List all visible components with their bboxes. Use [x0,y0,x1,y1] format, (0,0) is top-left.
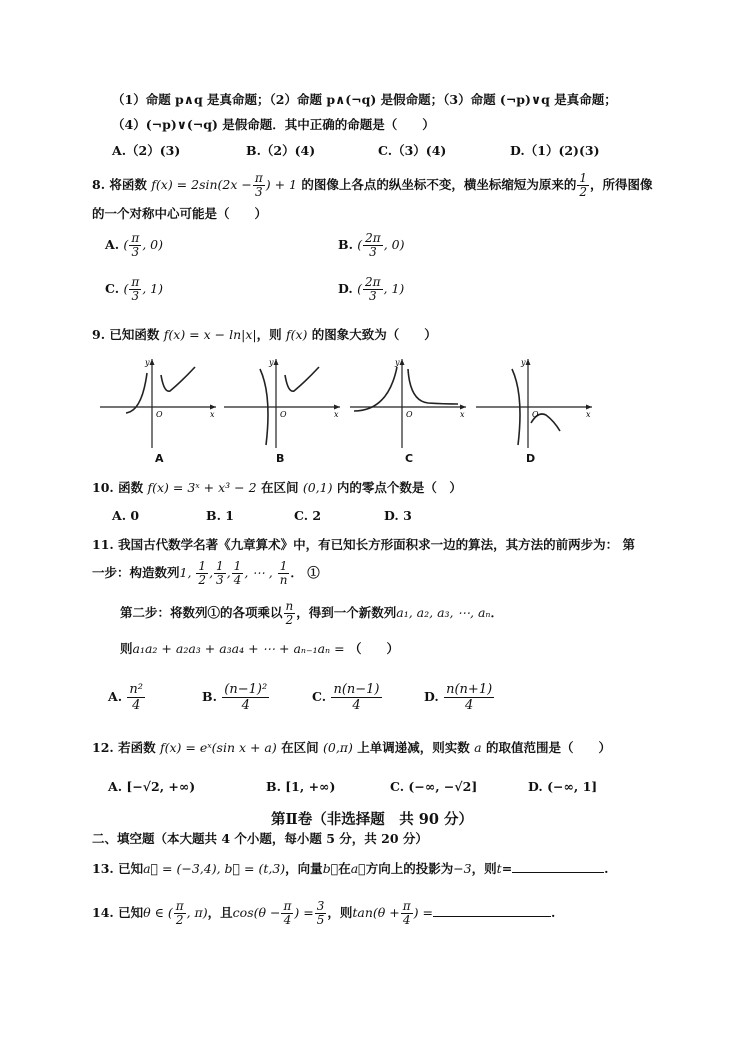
graph-a [98,355,220,450]
graph-c-label: C [405,452,414,465]
q8-tail: ，所得图像 [590,177,653,192]
q14-line: 14. 已知θ ∈ ( $\frac{\pi}{2}$ , π)，且cos(θ − $\frac{\pi}{4}$ ) = $\frac{3}{5}$ ，则tan(θ + $\frac{\pi}{4}$ ) = . [92,899,556,927]
q8-func: f(x) = 2sin(2x − [151,177,252,192]
graph-d-label: D [526,452,536,465]
q10-line: 10. 函数 f(x) = 3ˣ + x³ − 2 在区间 (0,1) 内的零点个数是（ ） [92,480,462,495]
q14-answer-blank[interactable] [433,904,551,917]
section-2-title: 第Ⅱ卷（非选择题 共 90 分） [271,811,473,828]
q8-func-tail: ) + 1 [265,177,297,192]
q13-answer-blank[interactable] [512,860,604,873]
q8-option-b: B. ( $\frac{2\pi}{3}$ , 0) [338,231,405,259]
graph-a-origin: O [156,410,163,419]
q11-option-c: C. $\frac{n(n-1)}{4}$ [312,682,380,713]
q11-option-a: A. $\frac{\text{n²}}{4}$ [108,682,144,713]
q11-line2: 一步：构造数列1, $\frac{1}{2}$ , $\frac{1}{3}$ , $\frac{1}{4}$ , ⋯ , $\frac{1}{n}$ ． ① [92,559,320,587]
section-2-subtitle: 二、填空题（本大题共 4 个小题，每小题 5 分，共 20 分） [92,831,428,846]
graph-d [474,355,596,450]
q8-prefix: 8. 将函数 [92,177,147,192]
q12-option-d: D. (−∞, 1] [528,779,598,794]
q11-option-d: D. $\frac{n(n+1)}{4}$ [424,682,493,713]
q8-line1 [92,172,653,199]
graph-c-left-branch [354,367,397,411]
svg-text:O: O [406,410,413,419]
graph-b [222,355,344,450]
svg-text:x: x [460,410,465,419]
q11-line1: 11. 我国古代数学名著《九章算术》中，有已知长方形面积求一边的算法，其方法的前两步为： 第 [92,537,635,552]
svg-text:y: y [145,358,150,367]
q11-step2: 第二步：将数列①的各项乘以 $\frac{n}{2}$ ，得到一个新数列a₁, a₂, a₃, ⋯, aₙ． [120,599,503,627]
svg-text:y: y [395,358,400,367]
q8-option-a: A. ( $\frac{\pi}{3}$ , 0) [105,231,163,259]
graph-b-label: B [276,452,285,465]
svg-text:y: y [521,358,526,367]
q8-option-c: C. ( $\frac{\pi}{3}$ , 1) [105,275,164,303]
q7-option-d: D.（1）(2)(3) [510,143,600,158]
q12-option-a: A. [−√2, +∞) [108,779,196,794]
graph-a-right-branch [161,367,195,391]
q13-line: 13. 已知a⃗ = (−3,4), b⃗ = (t,3)，向量b⃗在a⃗方向上的投影为−3，则t= . [92,861,609,876]
graph-c [348,355,470,450]
q7-option-b: B.（2）(4) [246,143,316,158]
q12-option-b: B. [1, +∞) [266,779,336,794]
q8-option-d: D. ( $\frac{2\pi}{3}$ , 1) [338,275,405,303]
q7-option-c: C.（3）(4) [378,143,447,158]
q10-option-c: C. 2 [294,508,322,523]
q8-func-frac: $\frac{\pi}{3}$ [254,171,263,199]
q7-line1: （1）命题 p∧q 是真命题；（2）命题 p∧(¬q) 是假命题；（3）命题 (¬p)∨q 是真命题； [112,92,617,107]
q12-line: 12. 若函数 f(x) = eˣ(sin x + a) 在区间 (0,π) 上单调递减，则实数 a 的取值范围是（ ） [92,740,611,755]
graph-a-label: A [155,452,164,465]
q7-line2: （4）(¬p)∨(¬q) 是假命题．其中正确的命题是（ ） [112,117,435,132]
q8-mid: 的图像上各点的纵坐标不变，横坐标缩短为原来的 [301,177,577,192]
graph-c-right-branch [408,369,458,404]
q11-option-b: B. $\frac{\text{(n−1)²}}{4}$ [202,682,268,713]
svg-text:O: O [532,410,539,419]
q7-option-a: A.（2）(3) [112,143,181,158]
svg-text:y: y [269,358,274,367]
q12-option-c: C. (−∞, −√2] [390,779,478,794]
q8-line2: 的一个对称中心可能是（ ） [92,206,268,221]
q11-ask: 则a₁a₂ + a₂a₃ + a₃a₄ + ⋯ + aₙ₋₁aₙ = （ ） [120,641,399,656]
q8-half: $\frac{1}{2}$ [579,171,588,199]
svg-text:x: x [210,410,215,419]
q9-func: f(x) = x − ln|x| [163,327,257,342]
q10-option-d: D. 3 [384,508,412,523]
q10-option-a: A. 0 [112,508,140,523]
svg-text:O: O [280,410,287,419]
q10-option-b: B. 1 [206,508,234,523]
graph-b-right-branch [285,367,319,391]
q9-line: 9. 已知函数 f(x) = x − ln|x|，则 f(x) 的图象大致为（ ） [92,327,437,342]
svg-text:x: x [334,410,339,419]
svg-text:x: x [586,410,591,419]
